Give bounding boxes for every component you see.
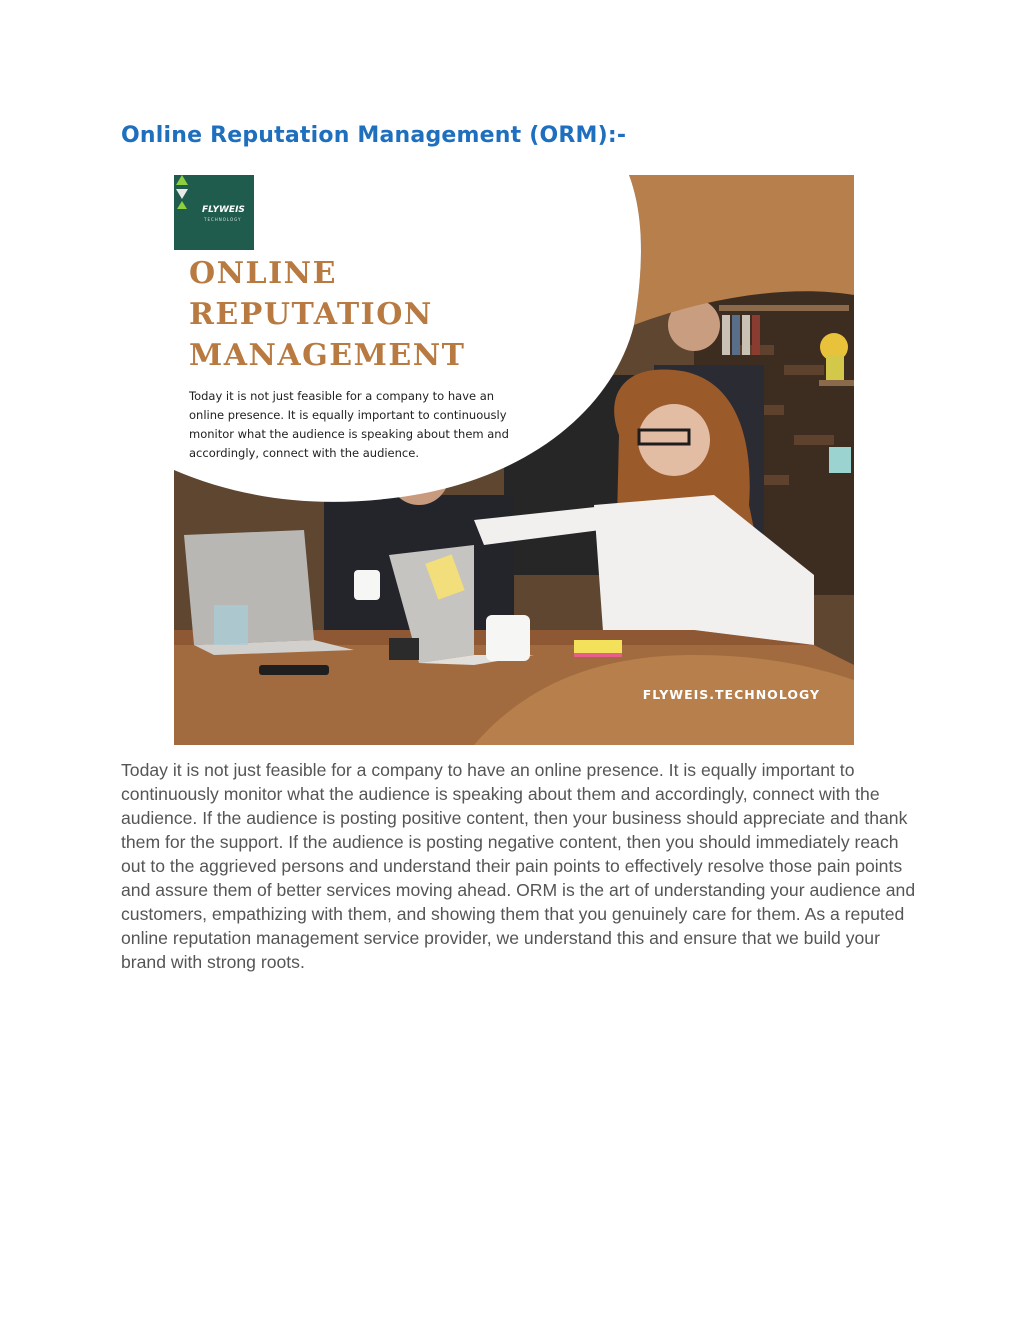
banner-headline-line: MANAGEMENT bbox=[189, 338, 466, 373]
banner-blurb: Today it is not just feasible for a company to have an online presence. It is equally important to continuously monitor what the audience is speaking about them and accordingly, connect with the audience. bbox=[189, 389, 509, 460]
page-heading: Online Reputation Management (ORM):- bbox=[121, 123, 627, 148]
logo-subtitle: TECHNOLOGY bbox=[204, 217, 242, 222]
body-paragraph: Today it is not just feasible for a company to have an online presence. It is equally important to continuously monitor what the audience is speaking about them and accordingly, connect with the audience. If the audience is posting positive content, then your business should appreciate and thank them for the support. If the audience is posting negative content, then you should immediately reach out to the aggrieved persons and understand their pain points to effectively resolve those pain points and assure them of better services moving ahead. ORM is the art of understanding your audience and customers, empathizing with them, and showing them that you genuinely care for them. As a reputed online reputation management service provider, we understand this and ensure that we build your brand with strong roots. bbox=[121, 760, 916, 972]
banner-headline-line: ONLINE bbox=[189, 256, 337, 291]
banner-headline-line: REPUTATION bbox=[189, 297, 433, 332]
banner-website: FLYWEIS.TECHNOLOGY bbox=[642, 687, 820, 702]
flyweis-logo bbox=[174, 175, 254, 250]
banner-headline bbox=[189, 253, 466, 376]
logo-triangle-icon bbox=[174, 175, 190, 209]
logo-name: FLYWEIS bbox=[202, 205, 245, 215]
orm-banner-image bbox=[174, 175, 854, 745]
